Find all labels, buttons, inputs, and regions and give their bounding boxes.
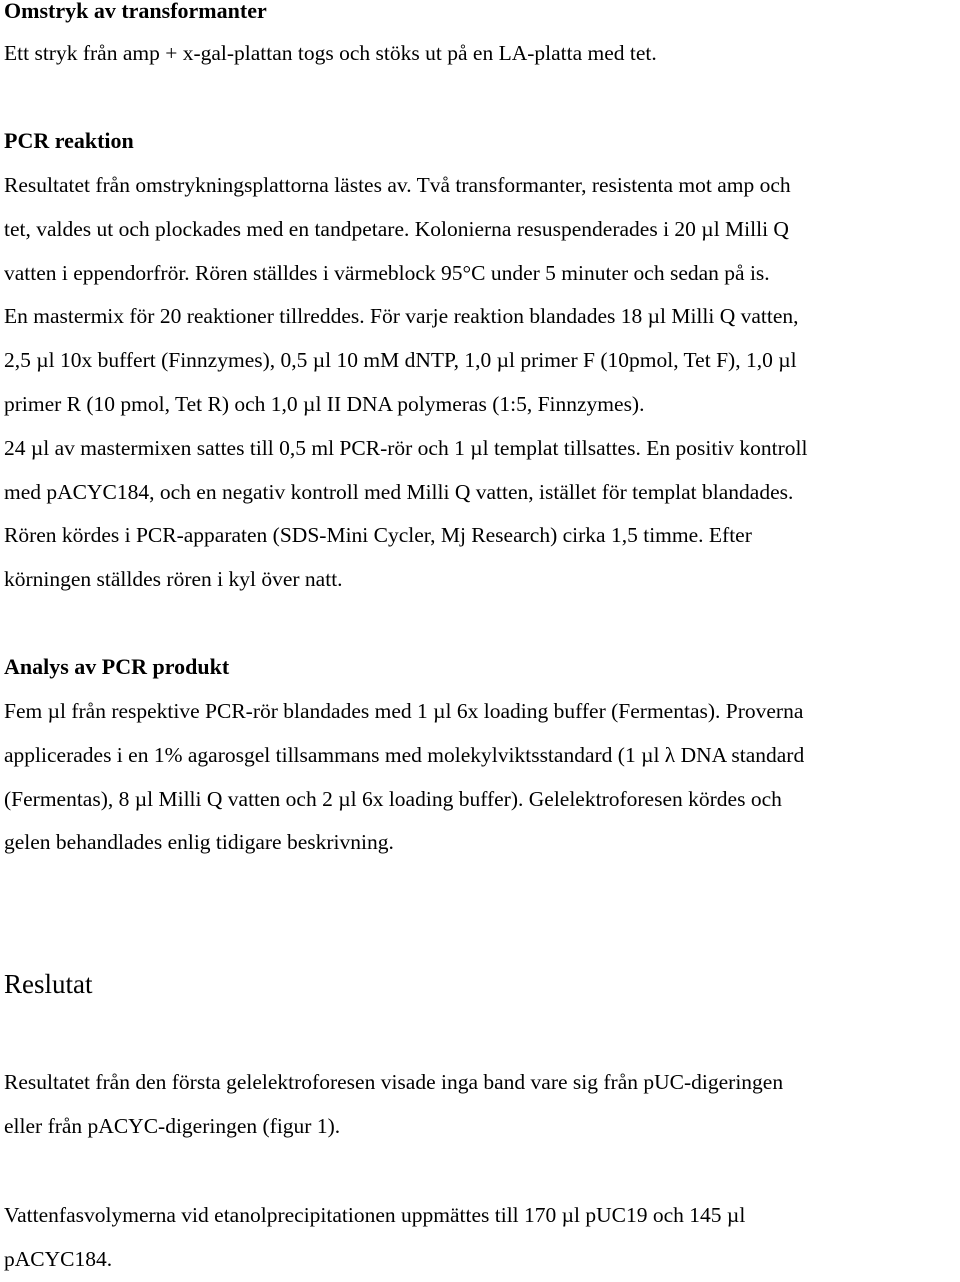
text-line: En mastermix för 20 reaktioner tillreddes. För varje reaktion blandades 18 µl Milli Q vatten, <box>4 304 799 329</box>
paragraph-resultat-2 <box>4 1194 959 1282</box>
text-line: pACYC184. <box>4 1246 113 1271</box>
text-line: Resultatet från omstrykningsplattorna lästes av. Två transformanter, resistenta mot amp och <box>4 173 791 197</box>
text-line: 24 µl av mastermixen sattes till 0,5 ml PCR-rör och 1 µl templat tillsattes. En positiv kontroll <box>4 435 808 460</box>
text-line: primer R (10 pmol, Tet R) och 1,0 µl II DNA polymeras (1:5, Finnzymes). <box>4 391 645 416</box>
text-line: applicerades i en 1% agarosgel tillsammans med molekylviktsstandard (1 µl λ DNA standard <box>4 742 805 767</box>
heading-reslutat: Reslutat <box>4 969 93 999</box>
text-line: eller från pACYC-digeringen (figur 1). <box>4 1113 341 1138</box>
text-line: med pACYC184, och en negativ kontroll med Milli Q vatten, istället för templat blandades. <box>4 479 794 504</box>
text-line: gelen behandlades enlig tidigare beskrivning. <box>4 830 394 855</box>
paragraph-pcr-reaktion <box>4 164 959 602</box>
text-line: Rören kördes i PCR-apparaten (SDS-Mini Cycler, Mj Research) cirka 1,5 timme. Efter <box>4 523 752 548</box>
paragraph-omstryk <box>4 32 959 76</box>
heading-omstryk: Omstryk av transformanter <box>4 0 267 23</box>
heading-analys: Analys av PCR produkt <box>4 654 230 679</box>
text-line: Fem µl från respektive PCR-rör blandades med 1 µl 6x loading buffer (Fermentas). Proverna <box>4 699 804 723</box>
text-line: Ett stryk från amp + x-gal-plattan togs och stöks ut på en LA-platta med tet. <box>4 41 657 65</box>
text-line: (Fermentas), 8 µl Milli Q vatten och 2 µl 6x loading buffer). Gelelektroforesen kördes och <box>4 786 782 811</box>
text-line: 2,5 µl 10x buffert (Finnzymes), 0,5 µl 10 mM dNTP, 1,0 µl primer F (10pmol, Tet F), 1,0 µl <box>4 348 797 373</box>
text-line: tet, valdes ut och plockades med en tandpetare. Kolonierna resuspenderades i 20 µl Milli Q <box>4 216 789 241</box>
text-line: Resultatet från den första gelelektroforesen visade inga band vare sig från pUC-digeringen <box>4 1070 784 1094</box>
paragraph-analys <box>4 690 959 865</box>
paragraph-resultat-1 <box>4 1061 959 1149</box>
text-line: Vattenfasvolymerna vid etanolprecipitationen uppmättes till 170 µl pUC19 och 145 µl <box>4 1203 746 1227</box>
text-line: körningen ställdes rören i kyl över natt. <box>4 567 343 592</box>
heading-pcr-reaktion: PCR reaktion <box>4 128 134 153</box>
text-line: vatten i eppendorfrör. Rören ställdes i värmeblock 95°C under 5 minuter och sedan på is. <box>4 260 770 285</box>
